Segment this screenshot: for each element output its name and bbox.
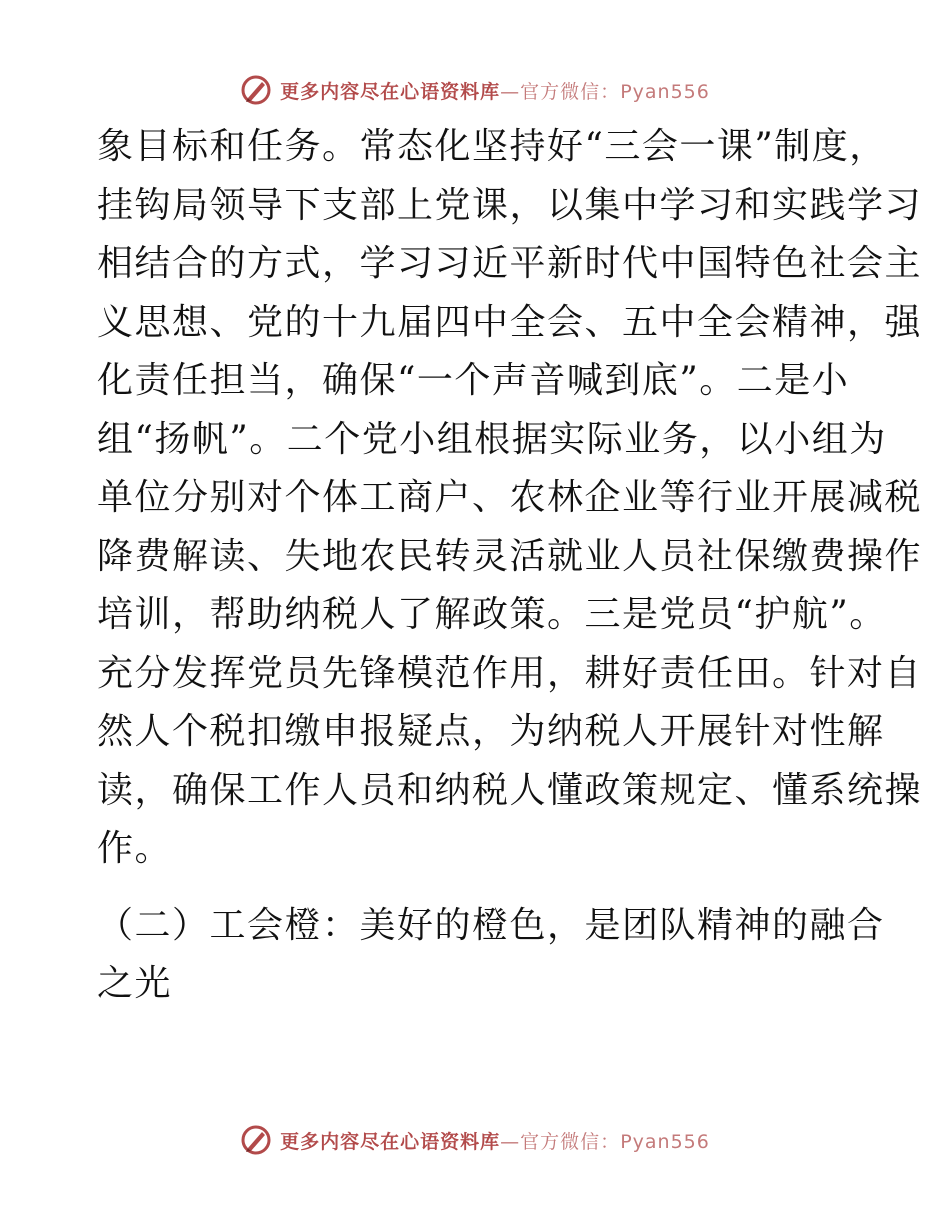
footer-banner [0, 1120, 950, 1160]
paragraph-line: 作。 [97, 828, 173, 869]
pen-logo-icon [240, 1124, 272, 1156]
header-banner-text [280, 77, 710, 104]
paragraph-line: 象目标和任务。常态化坚持好“三会一课”制度， [97, 126, 887, 167]
heading-line: 之光 [97, 963, 173, 1004]
paragraph-line: 充分发挥党员先锋模范作用，耕好责任田。针对自 [97, 652, 923, 694]
header-banner-id: Pyan556 [620, 80, 710, 103]
paragraph-line: 挂钩局领导下支部上党课，以集中学习和实践学习 [97, 184, 923, 226]
heading-line: （二）工会橙：美好的橙色，是团队精神的融合 [97, 904, 885, 946]
header-banner [0, 70, 950, 110]
body-paragraph [97, 118, 923, 879]
footer-banner-sep: —官方微信： [500, 1130, 621, 1153]
paragraph-line: 然人个税扣缴申报疑点，为纳税人开展针对性解 [97, 711, 885, 752]
document-content [97, 118, 923, 1014]
paragraph-line: 相结合的方式，学习习近平新时代中国特色社会主 [97, 243, 923, 284]
pen-logo-icon [240, 74, 272, 106]
paragraph-line: 读，确保工作人员和纳税人懂政策规定、懂系统操 [97, 769, 923, 811]
footer-banner-text [280, 1127, 710, 1154]
footer-banner-main: 更多内容尽在心语资料库 [280, 1130, 501, 1153]
header-banner-main: 更多内容尽在心语资料库 [280, 80, 501, 103]
paragraph-line: 培训，帮助纳税人了解政策。三是党员“护航”。 [97, 594, 887, 635]
section-heading [97, 897, 885, 1014]
paragraph-line: 降费解读、失地农民转灵活就业人员社保缴费操作 [97, 535, 923, 577]
paragraph-line: 组“扬帆”。二个党小组根据实际业务，以小组为 [97, 418, 887, 460]
paragraph-line: 化责任担当，确保“一个声音喊到底”。二是小 [97, 360, 850, 401]
paragraph-line: 单位分别对个体工商户、农林企业等行业开展减税 [97, 477, 923, 518]
footer-banner-id: Pyan556 [620, 1130, 710, 1153]
header-banner-sep: —官方微信： [500, 80, 621, 103]
paragraph-line: 义思想、党的十九届四中全会、五中全会精神，强 [97, 301, 923, 343]
